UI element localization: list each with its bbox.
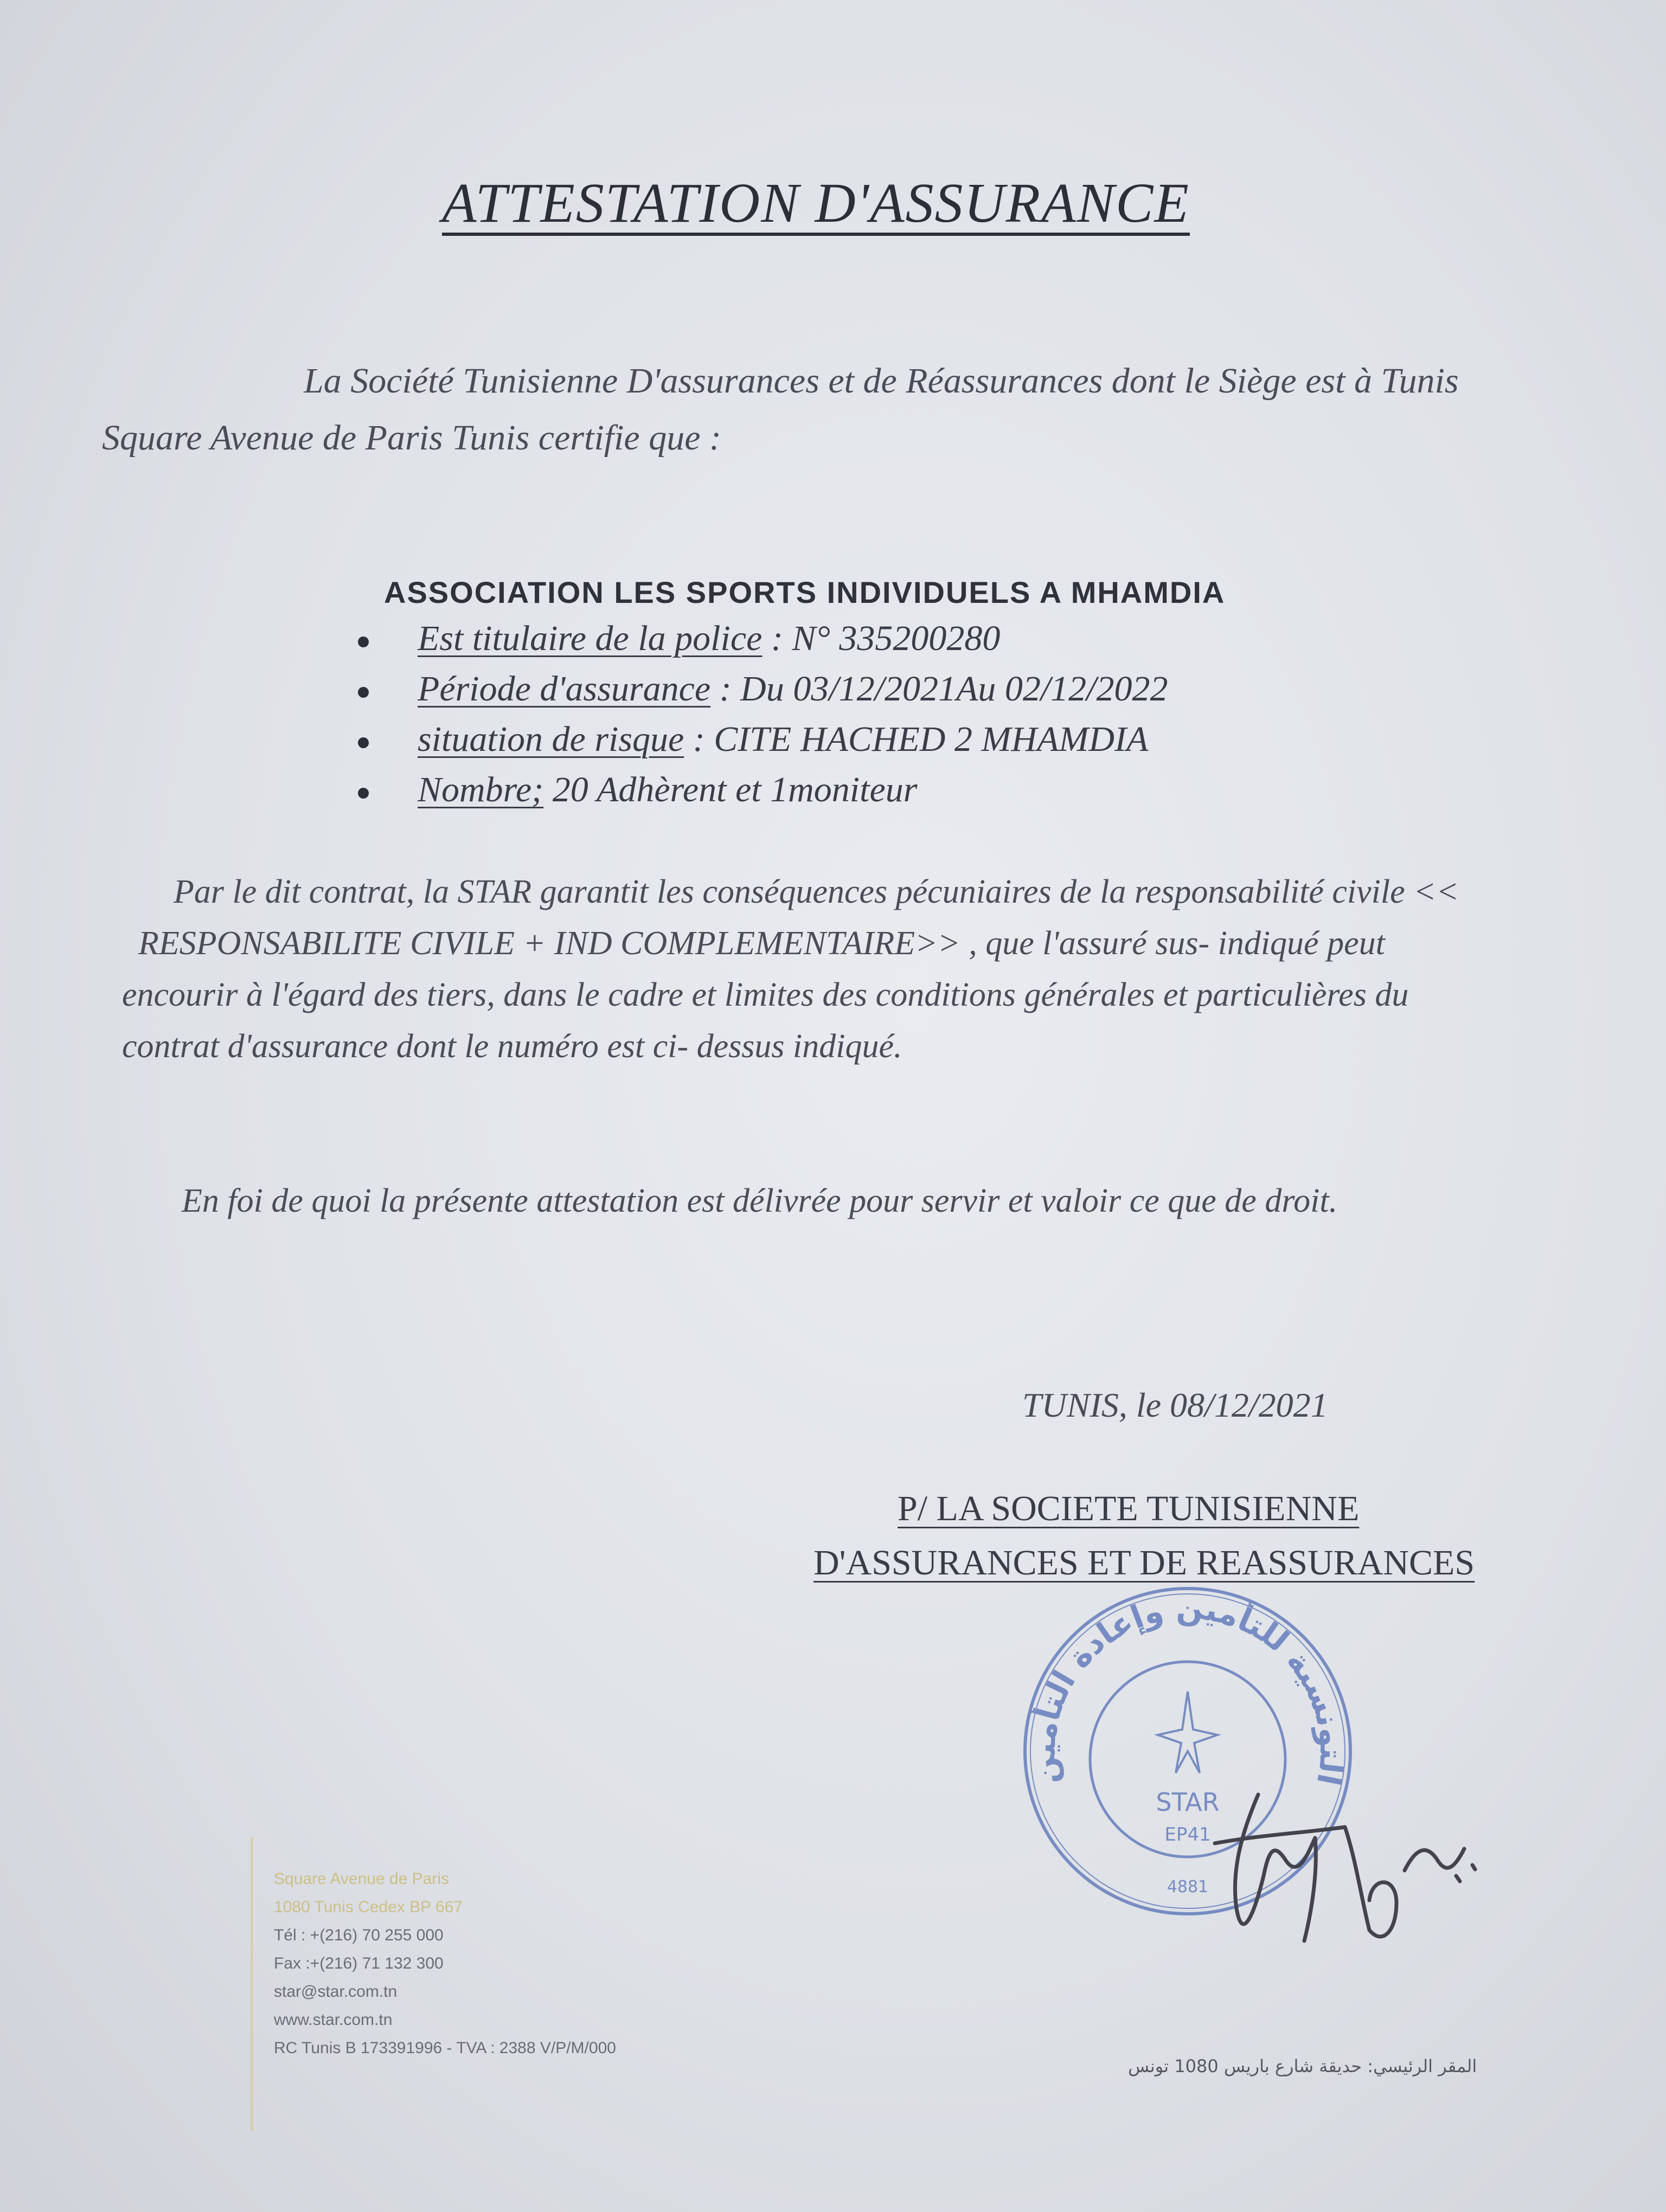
bullet-icon [358, 687, 369, 698]
footer-address-line-1: Square Avenue de Paris [274, 1870, 450, 1888]
company-footer [274, 1865, 616, 2062]
place-and-date: TUNIS, le 08/12/2021 [1022, 1386, 1328, 1424]
signatory-line-2: D'ASSURANCES ET DE REASSURANCES [813, 1543, 1475, 1583]
footer-phone: Tél : +(216) 70 255 000 [274, 1926, 444, 1944]
contract-paragraph-line: encourir à l'égard des tiers, dans le cadre et limites des conditions générales et particulières du [122, 976, 1409, 1013]
contract-paragraph-line: Par le dit contrat, la STAR garantit les conséquences pécuniaires de la responsabilité civile << [174, 873, 1459, 910]
star-icon [1158, 1692, 1218, 1773]
bullet-icon [358, 737, 369, 748]
detail-value: 20 Adhèrent et 1moniteur [543, 770, 918, 809]
insured-name: ASSOCIATION LES SPORTS INDIVIDUELS A MHAMDIA [384, 575, 1226, 609]
intro-line-1: La Société Tunisienne D'assurances et de Réassurances dont le Siège est à Tunis [304, 361, 1459, 401]
intro-line-2: Square Avenue de Paris Tunis certifie que : [102, 418, 721, 458]
closing-statement: En foi de quoi la présente attestation est délivrée pour servir et valoir ce que de droit. [182, 1182, 1338, 1219]
detail-value: : Du 03/12/2021Au 02/12/2022 [710, 669, 1168, 709]
detail-label: situation de risque [418, 719, 684, 759]
stamp-arabic-text: التونسية للتأمين وإعادة التأمين [1025, 1589, 1350, 1789]
bullet-icon [358, 788, 369, 799]
footer-address-line-2: 1080 Tunis Cedex BP 667 [274, 1898, 463, 1916]
stamp-code: EP41 [1164, 1824, 1211, 1846]
stamp-center-text: STAR [1156, 1787, 1220, 1817]
footer-registry: RC Tunis B 173391996 - TVA : 2388 V/P/M/000 [274, 2039, 616, 2057]
detail-value: : N° 335200280 [762, 619, 1001, 658]
detail-value: : CITE HACHED 2 MHAMDIA [684, 719, 1149, 759]
detail-label: Période d'assurance [418, 669, 711, 709]
footer-website: www.star.com.tn [274, 2011, 393, 2029]
signatory-line-1: P/ LA SOCIETE TUNISIENNE [898, 1489, 1360, 1528]
contract-paragraph-line: contrat d'assurance dont le numéro est ci- dessus indiqué. [122, 1028, 902, 1065]
stamp-number: 4881 [1167, 1877, 1209, 1896]
document-title: ATTESTATION D'ASSURANCE [442, 172, 1190, 234]
detail-label: Nombre; [418, 770, 544, 809]
detail-label: Est titulaire de la police [418, 619, 762, 658]
handwritten-signature-icon [1182, 1784, 1486, 1952]
footer-arabic-address: المقر الرئيسي: حديقة شارع باريس 1080 تونس [1128, 2056, 1477, 2076]
contract-paragraph-line: RESPONSABILITE CIVILE + IND COMPLEMENTAIRE>> , que l'assuré sus- indiqué peut [138, 925, 1385, 962]
bullet-icon [358, 636, 369, 647]
footer-email: star@star.com.tn [274, 1983, 398, 2001]
footer-divider [251, 1838, 253, 2131]
footer-fax: Fax :+(216) 71 132 300 [274, 1954, 444, 1972]
